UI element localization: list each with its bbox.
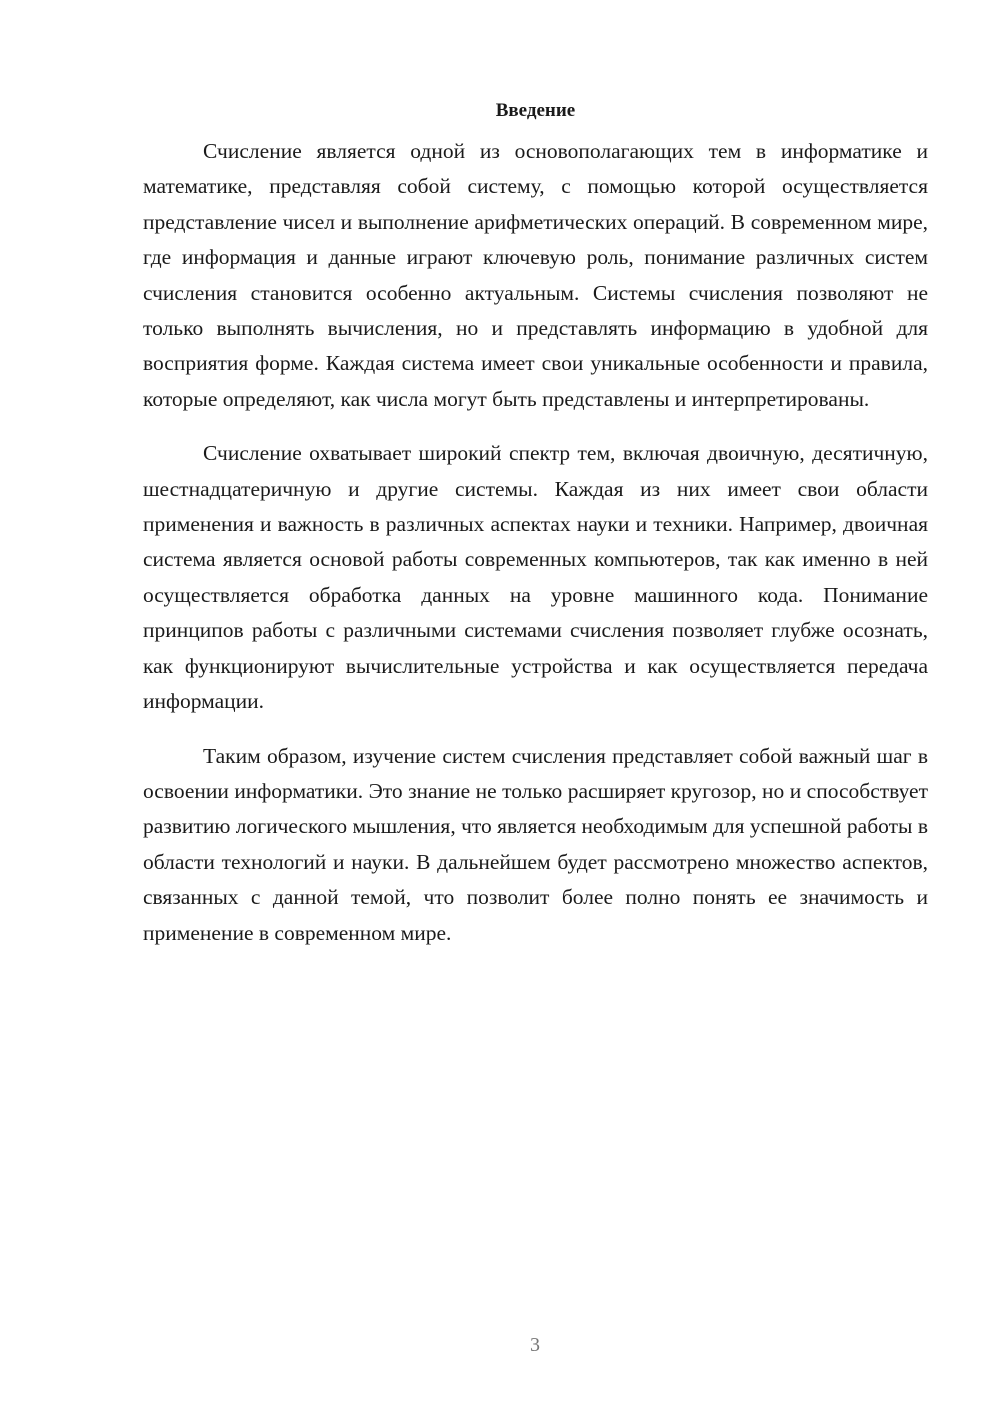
page-number: 3 (530, 1334, 540, 1356)
section-title: Введение (495, 100, 576, 121)
paragraph-2: Счисление охватывает широкий спектр тем, включая двоичную, десятичную, шестнадцатеричную и другие системы. Каждая из них имеет свои области применения и важность в различных аспектах науки и техники. Например, двоичная система является основой работы современных компьютеров, так как именно в ней осуществляется обработка данных на уровне машинного кода. Понимание принципов работы с различными системами счисления позволяет глубже осознать, как функционируют вычислительные устройства и как осуществляется передача информации. (143, 441, 928, 714)
paragraph-3: Таким образом, изучение систем счисления представляет собой важный шаг в освоении информатики. Это знание не только расширяет кругозор, но и способствует развитию логического мышления, что является необходимым для успешной работы в области технологий и науки. В дальнейшем будет рассмотрено множество аспектов, связанных с данной темой, что позволит более полно понять ее значимость и применение в современном мире. (143, 743, 928, 945)
paragraph-1: Счисление является одной из основополагающих тем в информатике и математике, представляя собой систему, с помощью которой осуществляется представление чисел и выполнение арифметических операций. В современном мире, где информация и данные играют ключевую роль, понимание различных систем счисления становится особенно актуальным. Системы счисления позволяют не только выполнять вычисления, но и представлять информацию в удобной для восприятия форме. Каждая система имеет свои уникальные особенности и правила, которые определяют, как числа могут быть представлены и интерпретированы. (143, 139, 928, 411)
page-content (143, 98, 928, 970)
